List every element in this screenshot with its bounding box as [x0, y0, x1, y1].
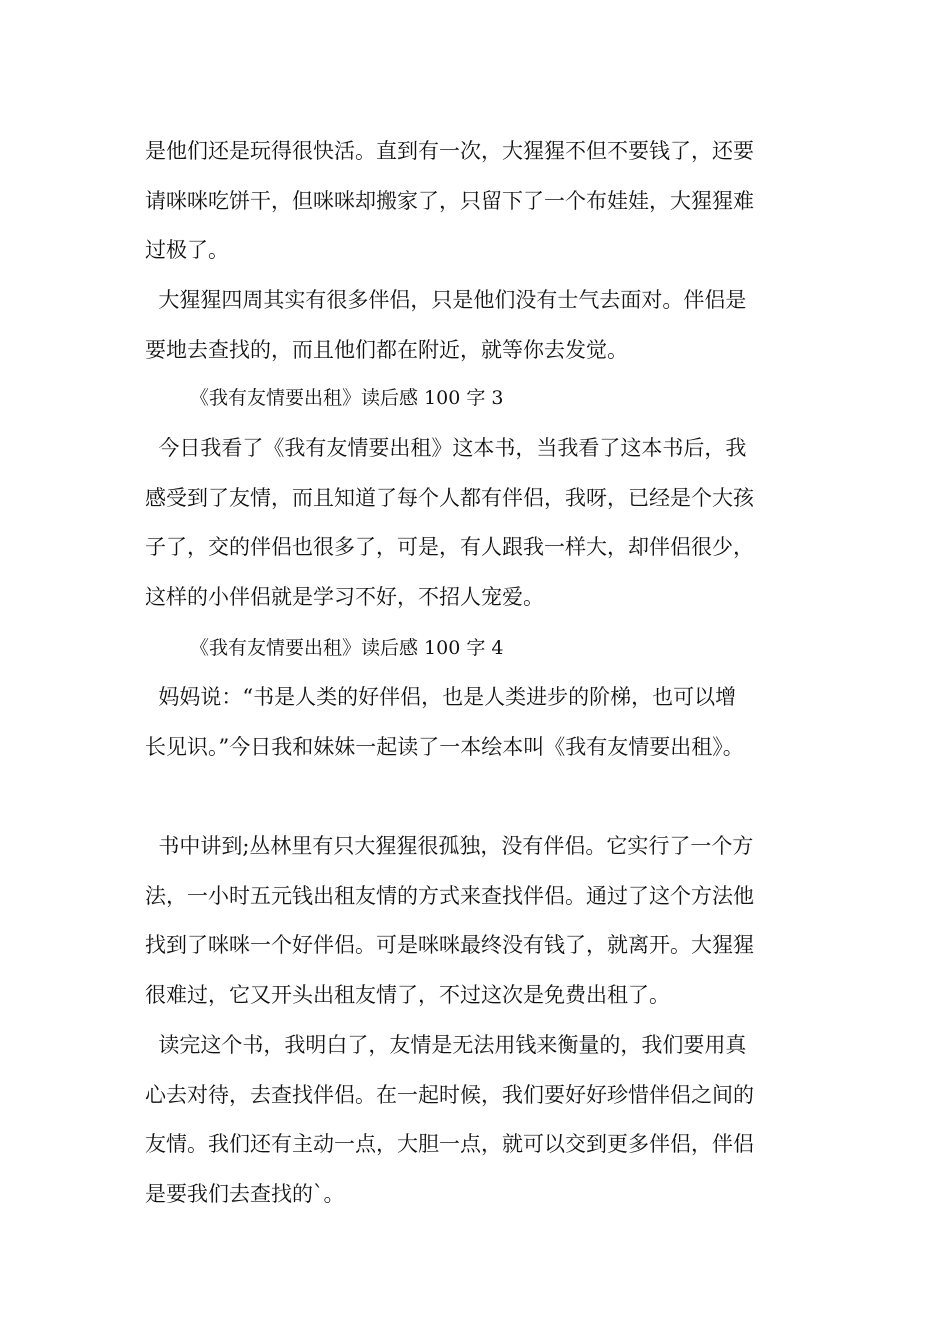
- paragraph-5: [145, 822, 825, 1020]
- text-line: 今日我看了《我有友情要出租》这本书，当我看了这本书后，我: [145, 436, 747, 460]
- text-line: 要地去查找的，而且他们都在附近，就等你去发觉。: [145, 337, 628, 362]
- text-line: 这样的小伴侣就是学习不好，不招人宠爱。: [145, 584, 544, 609]
- paragraph-1: [145, 127, 825, 276]
- paragraph-4: [145, 673, 825, 772]
- paragraph-6: [145, 1021, 825, 1219]
- text-line: 长见识。”今日我和妹妹一起读了一本绘本叫《我有友情要出租》。: [145, 734, 744, 759]
- text-line: 法，一小时五元钱出租友情的方式来查找伴侣。通过了这个方法他: [145, 883, 754, 908]
- text-line: 请咪咪吃饼干，但咪咪却搬家了，只留下了一个布娃娃，大猩猩难: [145, 188, 754, 213]
- section-heading-3: 《我有友情要出租》读后感 100 字 3: [190, 387, 504, 409]
- paragraph-2: [145, 276, 825, 375]
- text-line: 是要我们去查找的`。: [145, 1181, 345, 1206]
- text-line: 友情。我们还有主动一点，大胆一点，就可以交到更多伴侣，伴侣: [145, 1132, 754, 1157]
- text-line: 是他们还是玩得很快活。直到有一次，大猩猩不但不要钱了，还要: [145, 139, 754, 163]
- paragraph-3: [145, 424, 825, 622]
- text-line: 妈妈说：“书是人类的好伴侣，也是人类进步的阶梯，也可以增: [145, 685, 737, 709]
- text-line: 子了，交的伴侣也很多了，可是，有人跟我一样大，却伴侣很少，: [145, 535, 754, 560]
- text-line: 过极了。: [145, 238, 229, 263]
- text-line: 大猩猩四周其实有很多伴侣，只是他们没有士气去面对。伴侣是: [145, 288, 747, 312]
- text-line: 书中讲到;丛林里有只大猩猩很孤独，没有伴侣。它实行了一个方: [145, 834, 754, 858]
- section-heading-4: 《我有友情要出租》读后感 100 字 4: [190, 637, 504, 659]
- text-line: 感受到了友情，而且知道了每个人都有伴侣，我呀，已经是个大孩: [145, 485, 754, 510]
- text-line: 找到了咪咪一个好伴侣。可是咪咪最终没有钱了，就离开。大猩猩: [145, 933, 754, 958]
- text-line: 很难过，它又开头出租友情了，不过这次是免费出租了。: [145, 982, 670, 1007]
- text-line: 读完这个书，我明白了，友情是无法用钱来衡量的，我们要用真: [145, 1033, 747, 1057]
- text-line: 心去对待，去查找伴侣。在一起时候，我们要好好珍惜伴侣之间的: [145, 1082, 754, 1107]
